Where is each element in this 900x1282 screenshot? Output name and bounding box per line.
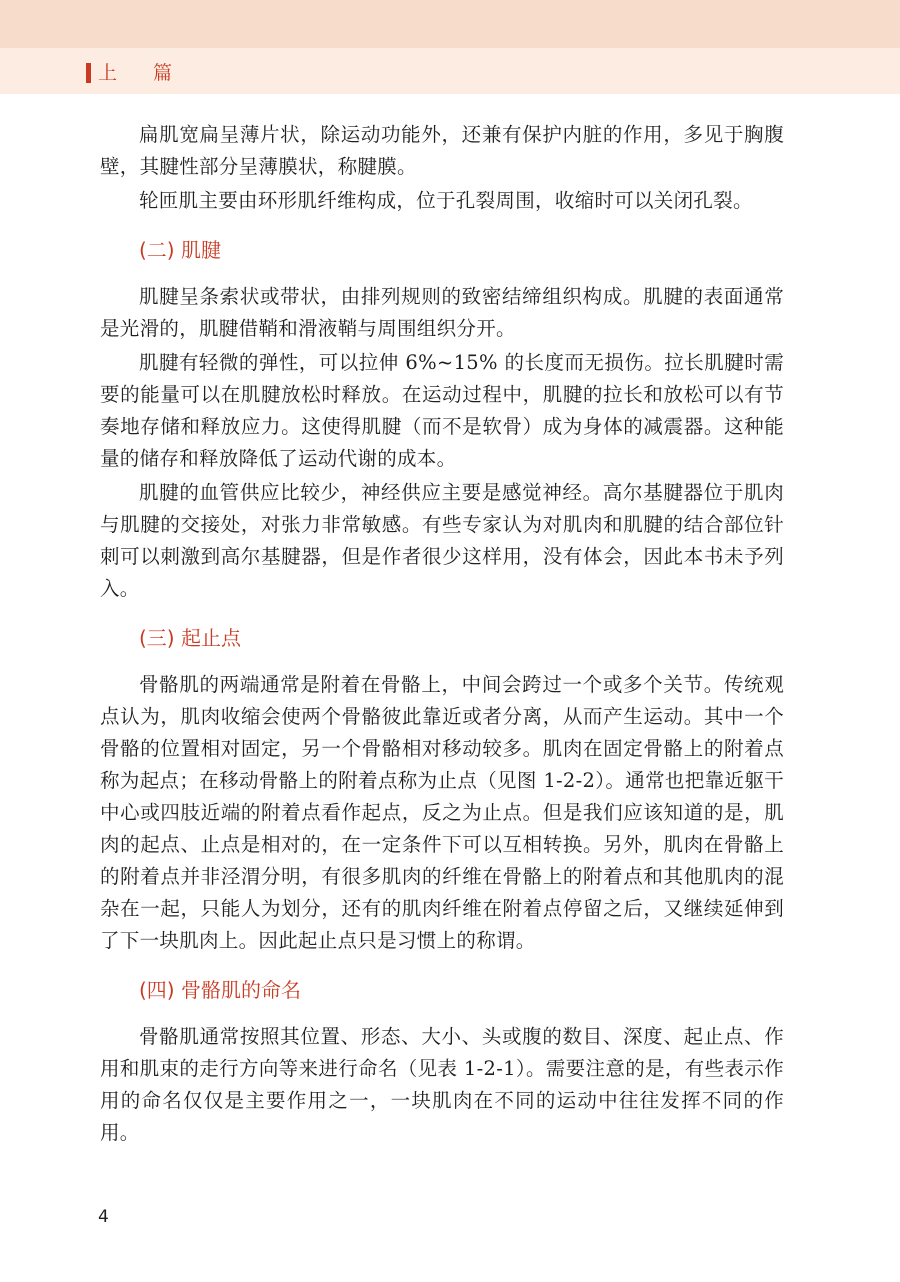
paragraph: 扁肌宽扁呈薄片状，除运动功能外，还兼有保护内脏的作用，多见于胸腹壁，其腱性部分呈薄膜状，称腱膜。 bbox=[100, 123, 784, 178]
section-heading: (四) 骨骼肌的命名 bbox=[139, 978, 301, 1002]
paragraph: 骨骼肌的两端通常是附着在骨骼上，中间会跨过一个或多个关节。传统观点认为，肌肉收缩会使两个骨骼彼此靠近或者分离，从而产生运动。其中一个骨骼的位置相对固定，另一个骨骼相对移动较多。肌肉在固定骨骼上的附着点称为起点；在移动骨骼上的附着点称为止点（见图 1-2-2）。通常也把靠近躯干中心或四肢近端的附着点看作起点，反之为止点。但是我们应该知道的是，肌肉的起点、止点是相对的，在一定条件下可以互相转换。另外，肌肉在骨骼上的附着点并非泾渭分明，有很多肌肉的纤维在骨骼上的附着点和其他肌肉的混杂在一起，只能人为划分，还有的肌肉纤维在附着点停留之后，又继续延伸到了下一块肌肉上。因此起止点只是习惯上的称谓。 bbox=[100, 673, 784, 952]
paragraph: 轮匝肌主要由环形肌纤维构成，位于孔裂周围，收缩时可以关闭孔裂。 bbox=[139, 189, 753, 212]
header-marker bbox=[86, 63, 91, 83]
section-heading: (三) 起止点 bbox=[139, 626, 241, 650]
paragraph: 肌腱的血管供应比较少，神经供应主要是感觉神经。高尔基腱器位于肌肉与肌腱的交接处，对张力非常敏感。有些专家认为对肌肉和肌腱的结合部位针刺可以刺激到高尔基腱器，但是作者很少这样用，没有体会，因此本书未予列入。 bbox=[100, 481, 784, 600]
paragraph: 肌腱呈条索状或带状，由排列规则的致密结缔组织构成。肌腱的表面通常是光滑的，肌腱借鞘和滑液鞘与周围组织分开。 bbox=[100, 285, 784, 340]
header-band-top bbox=[0, 0, 900, 48]
page-number: 4 bbox=[98, 1207, 109, 1227]
paragraph: 肌腱有轻微的弹性，可以拉伸 6%~15% 的长度而无损伤。拉长肌腱时需要的能量可以在肌腱放松时释放。在运动过程中，肌腱的拉长和放松可以有节奏地存储和释放应力。这使得肌腱（而不是软骨）成为身体的减震器。这种能量的储存和释放降低了运动代谢的成本。 bbox=[100, 351, 784, 470]
page-body bbox=[100, 119, 784, 1149]
paragraph: 骨骼肌通常按照其位置、形态、大小、头或腹的数目、深度、起止点、作用和肌束的走行方向等来进行命名（见表 1-2-1）。需要注意的是，有些表示作用的命名仅仅是主要作用之一，一块肌肉在不同的运动中往往发挥不同的作用。 bbox=[100, 1025, 784, 1144]
section-heading: (二) 肌腱 bbox=[139, 238, 221, 262]
header-label: 上篇 bbox=[98, 62, 209, 84]
